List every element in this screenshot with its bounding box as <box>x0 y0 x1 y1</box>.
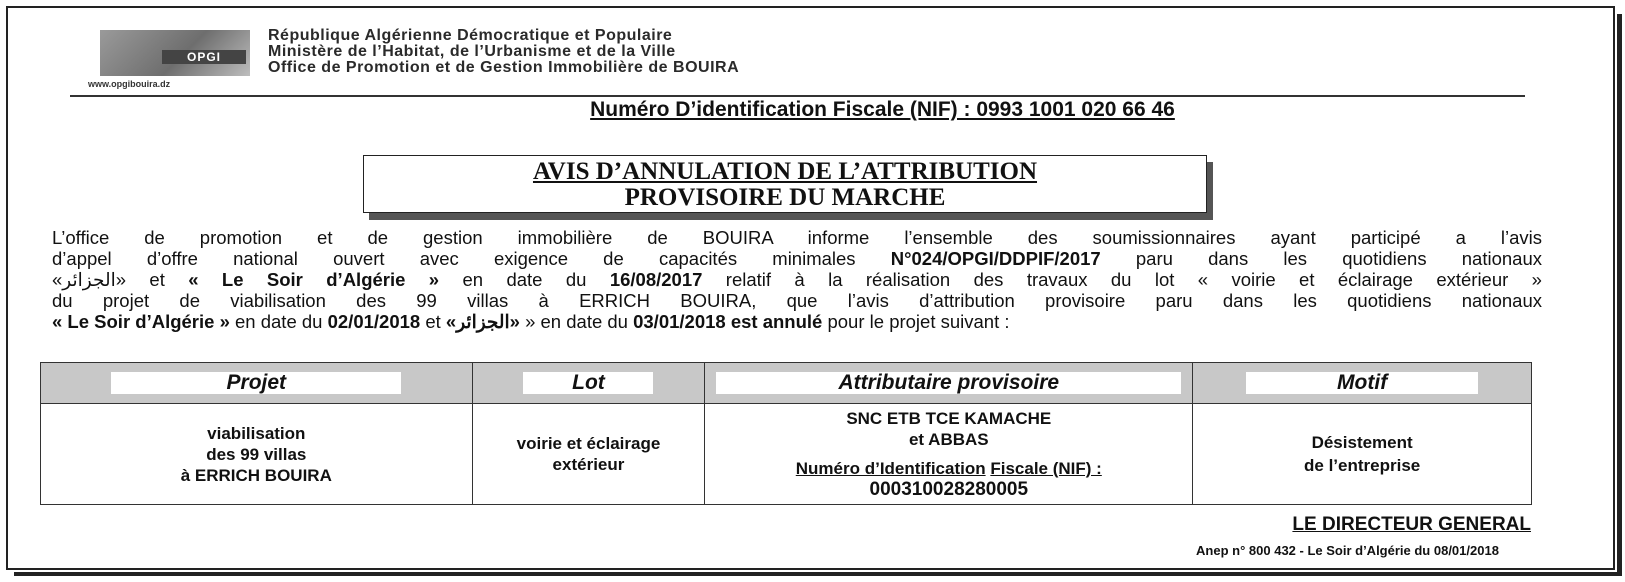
table-row <box>41 404 1532 505</box>
company-nif-value: 000310028280005 <box>869 479 1029 500</box>
header-motif: Motif <box>1246 372 1478 394</box>
title-box <box>363 155 1207 213</box>
text: pour le projet suivant : <box>822 311 1010 332</box>
header-ministry: Ministère de l’Habitat, de l’Urbanisme et de la Ville <box>268 43 676 60</box>
projet-line: à ERRICH BOUIRA <box>180 465 332 485</box>
text: du projet de viabilisation des 99 villas à ERRICH BOUIRA, que l’avis d’attribution provisoire paru dans les quotidiens nationaux <box>52 290 1542 311</box>
motif-line: Désistement <box>1311 433 1413 452</box>
header-projet: Projet <box>111 372 401 394</box>
header-cell-projet <box>41 363 473 404</box>
tender-reference: N°024/OPGI/DDPIF/2017 <box>890 248 1101 269</box>
text: L’office de promotion et de gestion immobilière de BOUIRA informe l’ensemble des soumissionnaires ayant participé a l’avis <box>52 227 1542 248</box>
frame-shadow-bottom <box>14 572 1622 576</box>
date: 03/01/2018 <box>633 311 726 332</box>
header-cell-lot <box>472 363 705 404</box>
lot-line: extérieur <box>552 455 625 474</box>
company-name: SNC ETB TCE KAMACHE <box>846 409 1052 428</box>
projet-line: viabilisation <box>207 423 306 443</box>
text: en date du <box>439 269 610 290</box>
notice-paragraph <box>52 227 1542 332</box>
date: 02/01/2018 <box>327 311 421 332</box>
paragraph-line-3 <box>52 269 1542 290</box>
nif-label-part: Numéro d’Identification <box>795 459 986 478</box>
paragraph-line-2 <box>52 248 1542 269</box>
header-office: Office de Promotion et de Gestion Immobilière de BOUIRA <box>268 59 740 76</box>
nif-label-part: Fiscale (NIF) : <box>990 459 1102 478</box>
header-lot: Lot <box>523 372 653 394</box>
nif-line <box>0 98 1625 122</box>
newspaper-name: « Le Soir d’Algérie » <box>188 269 440 290</box>
opgi-logo <box>100 30 250 80</box>
paragraph-line-5 <box>52 311 1542 332</box>
paragraph-line-4 <box>52 290 1542 311</box>
header-republic: République Algérienne Démocratique et Populaire <box>268 27 673 44</box>
lot-line: voirie et éclairage <box>516 434 661 453</box>
text: et <box>420 311 446 332</box>
paragraph-line-1 <box>52 227 1542 248</box>
header-cell-attributaire <box>705 363 1193 404</box>
header-divider <box>70 95 1525 97</box>
text: en date du <box>229 311 328 332</box>
logo-text: OPGI <box>162 50 246 64</box>
text: » en date du <box>519 311 634 332</box>
text: d’appel d’offre national ouvert avec exigence de capacités minimales <box>52 248 891 269</box>
header-attributaire: Attributaire provisoire <box>716 372 1181 394</box>
table-header-row <box>41 363 1532 404</box>
newspaper-name-arabic: «الجزائر» <box>445 311 520 332</box>
cell-projet <box>41 404 473 505</box>
text: paru dans les quotidiens nationaux <box>1100 248 1542 269</box>
project-table <box>40 362 1532 505</box>
projet-line: des 99 villas <box>206 444 307 464</box>
motif-line: de l’entreprise <box>1304 456 1421 475</box>
nif-text: Numéro D’identification Fiscale (NIF) : 0993 1001 020 66 46 <box>590 98 1175 121</box>
annulment-status: est annulé <box>725 311 823 332</box>
newspaper-name: « Le Soir d’Algérie » <box>52 311 230 332</box>
date: 16/08/2017 <box>609 269 703 290</box>
text: relatif à la réalisation des travaux du lot « voirie et éclairage extérieur » <box>702 269 1542 290</box>
cell-lot <box>472 404 705 505</box>
company-name: et ABBAS <box>908 430 989 449</box>
signature-title: LE DIRECTEUR GENERAL <box>1292 514 1531 535</box>
anep-footer: Anep n° 800 432 - Le Soir d’Algérie du 08/01/2018 <box>1160 540 1535 562</box>
title-line-1: AVIS D’ANNULATION DE L’ATTRIBUTION <box>532 158 1038 185</box>
logo-url: www.opgibouira.dz <box>88 79 171 89</box>
header-cell-motif <box>1193 363 1532 404</box>
cell-motif <box>1193 404 1532 505</box>
company-nif-label <box>706 458 1191 479</box>
text: «الجزائر» et <box>52 269 189 290</box>
title-line-2: PROVISOIRE DU MARCHE <box>624 184 946 211</box>
cell-attributaire <box>705 404 1193 505</box>
